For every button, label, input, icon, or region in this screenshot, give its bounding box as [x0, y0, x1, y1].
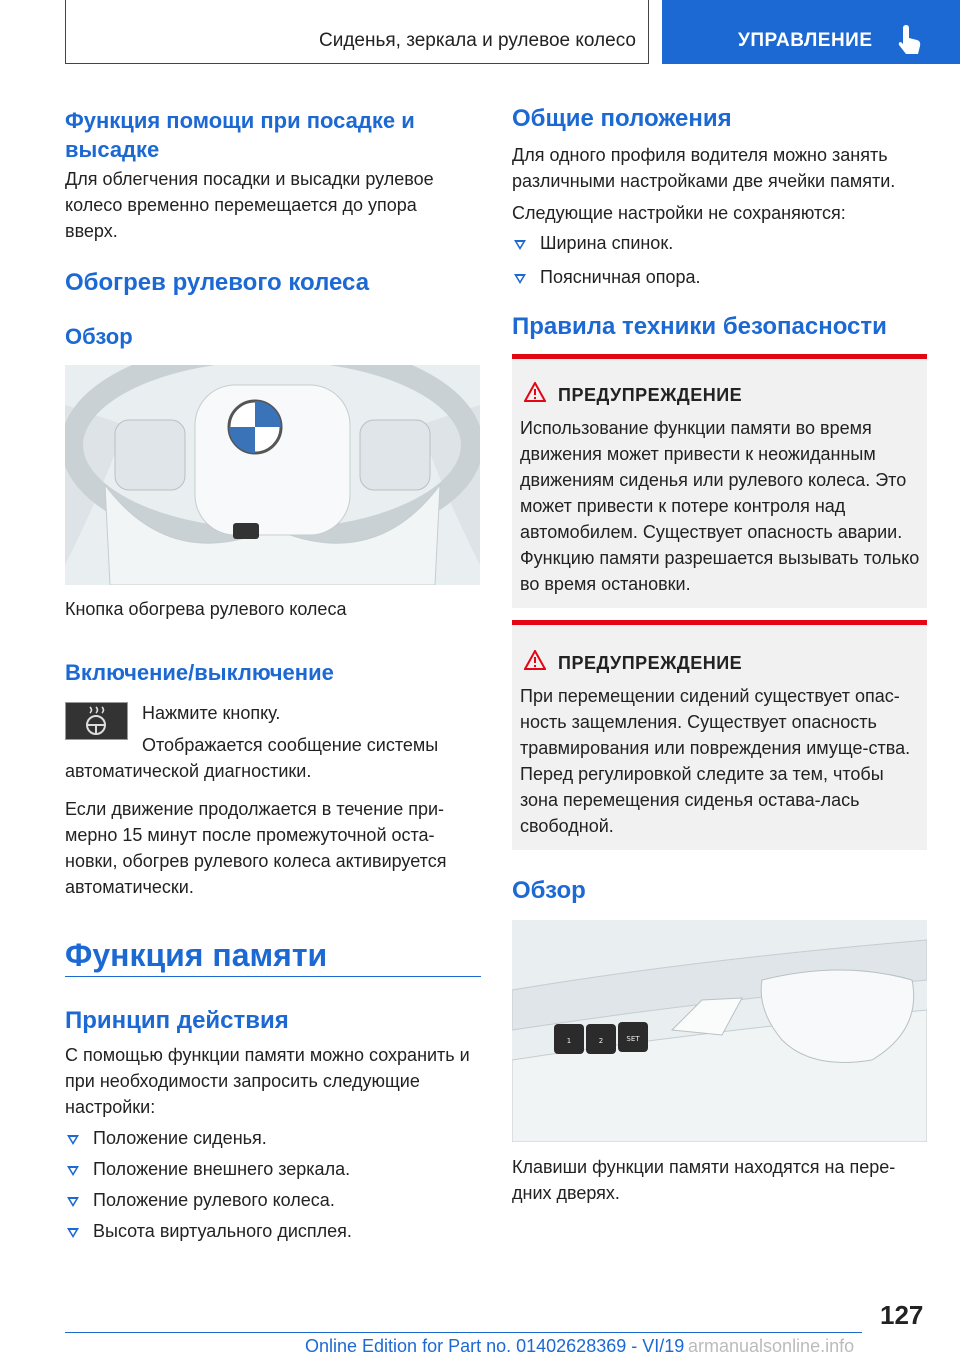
memory-button-set-label: SET [626, 1035, 640, 1043]
onoff-step-1: Нажмите кнопку. [142, 703, 281, 723]
steering-wheel-heating-icon [66, 703, 127, 739]
page-number: 127 [880, 1300, 924, 1330]
principle-item-4: Высота виртуального дисплея. [93, 1221, 352, 1241]
bullet-icon [67, 1135, 79, 1145]
memory-button-1-label: 1 [566, 1037, 572, 1045]
memory-overview-title: Обзор [512, 877, 586, 904]
bullet-icon [67, 1197, 79, 1207]
warning-box-1 [512, 354, 927, 608]
principle-title: Принцип действия [65, 1007, 289, 1034]
bullet-icon [67, 1166, 79, 1176]
heating-title: Обогрев рулевого колеса [65, 269, 370, 296]
bullet-icon [514, 274, 526, 284]
heating-overview-title: Обзор [65, 324, 133, 349]
principle-item-2: Положение внешнего зеркала. [93, 1159, 351, 1179]
memory-title: Функция памяти [65, 937, 328, 973]
hand-pointer-icon [894, 24, 924, 56]
principle-item-3: Положение рулевого колеса. [93, 1190, 335, 1210]
entry-aid-text: Для облегчения посадки и высадки рулевое колесо временно перемещается до упора вверх. [65, 169, 434, 241]
header-chapter: Сиденья, зеркала и рулевое колесо [319, 30, 636, 51]
heating-image-caption: Кнопка обогрева рулевого колеса [65, 599, 347, 619]
footer-watermark: armanualsonline.info [688, 1336, 855, 1356]
not-saved-item-1: Ширина спинок. [540, 233, 674, 253]
memory-button-2-label: 2 [598, 1037, 604, 1045]
warning-2-title: ПРЕДУПРЕЖДЕНИЕ [558, 653, 743, 673]
bullet-icon [67, 1228, 79, 1238]
memory-image-caption: Клавиши функции памяти находятся на пере-дних дверях. [512, 1157, 896, 1203]
not-saved-item-2: Поясничная опора. [540, 267, 701, 287]
onoff-text: Если движение продолжается в течение при-мерно 15 минут после промежуточной оста-новки, обогрев рулевого колеса активируется автоматически. [65, 799, 447, 897]
principle-item-1: Положение сиденья. [93, 1128, 267, 1148]
header-section: УПРАВЛЕНИЕ [738, 30, 873, 51]
warning-2-text: При перемещении сидений существует опас-ность защемления. Существует опасность травмирования или повреждения имуще-ства. Перед регулировкой следите за тем, чтобы зона перемещения сиденья остава-лась свободной. [520, 686, 911, 836]
entry-aid-title: Функция помощи при посадке и высадке [65, 108, 415, 162]
general-title: Общие положения [512, 105, 732, 132]
memory-title-rule [65, 976, 481, 977]
footer-rule [65, 1332, 862, 1333]
warning-1-text: Использование функции памяти во время движения может привести к неожиданным движениям сиденья или рулевого колеса. Это может привести к потере контроля над автомобилем. Существует опасность аварии. Функцию памяти разрешается вызывать только во время остановки. [520, 418, 920, 594]
bullet-icon [514, 240, 526, 250]
onoff-title: Включение/выключение [65, 660, 334, 685]
onoff-step-2: Отображается сообщение системы [142, 735, 439, 755]
onoff-step-2-continued: автоматической диагностики. [65, 761, 312, 781]
steering-wheel-image [65, 365, 480, 585]
not-saved-text: Следующие настройки не сохраняются: [512, 203, 846, 223]
safety-title: Правила техники безопасности [512, 313, 887, 340]
warning-triangle-icon [524, 382, 546, 402]
warning-box-2 [512, 620, 927, 850]
general-text: Для одного профиля водителя можно занять различными настройками две ячейки памяти. [512, 145, 896, 191]
heating-button [65, 702, 128, 740]
door-memory-buttons-image [512, 920, 927, 1142]
warning-triangle-icon [524, 650, 546, 670]
footer-edition: Online Edition for Part no. 01402628369 - VI/19 [305, 1336, 685, 1356]
header-chapter-box [65, 0, 649, 64]
warning-1-title: ПРЕДУПРЕЖДЕНИЕ [558, 385, 743, 405]
principle-text: С помощью функции памяти можно сохранить и при необходимости запросить следующие настройки: [65, 1045, 470, 1117]
